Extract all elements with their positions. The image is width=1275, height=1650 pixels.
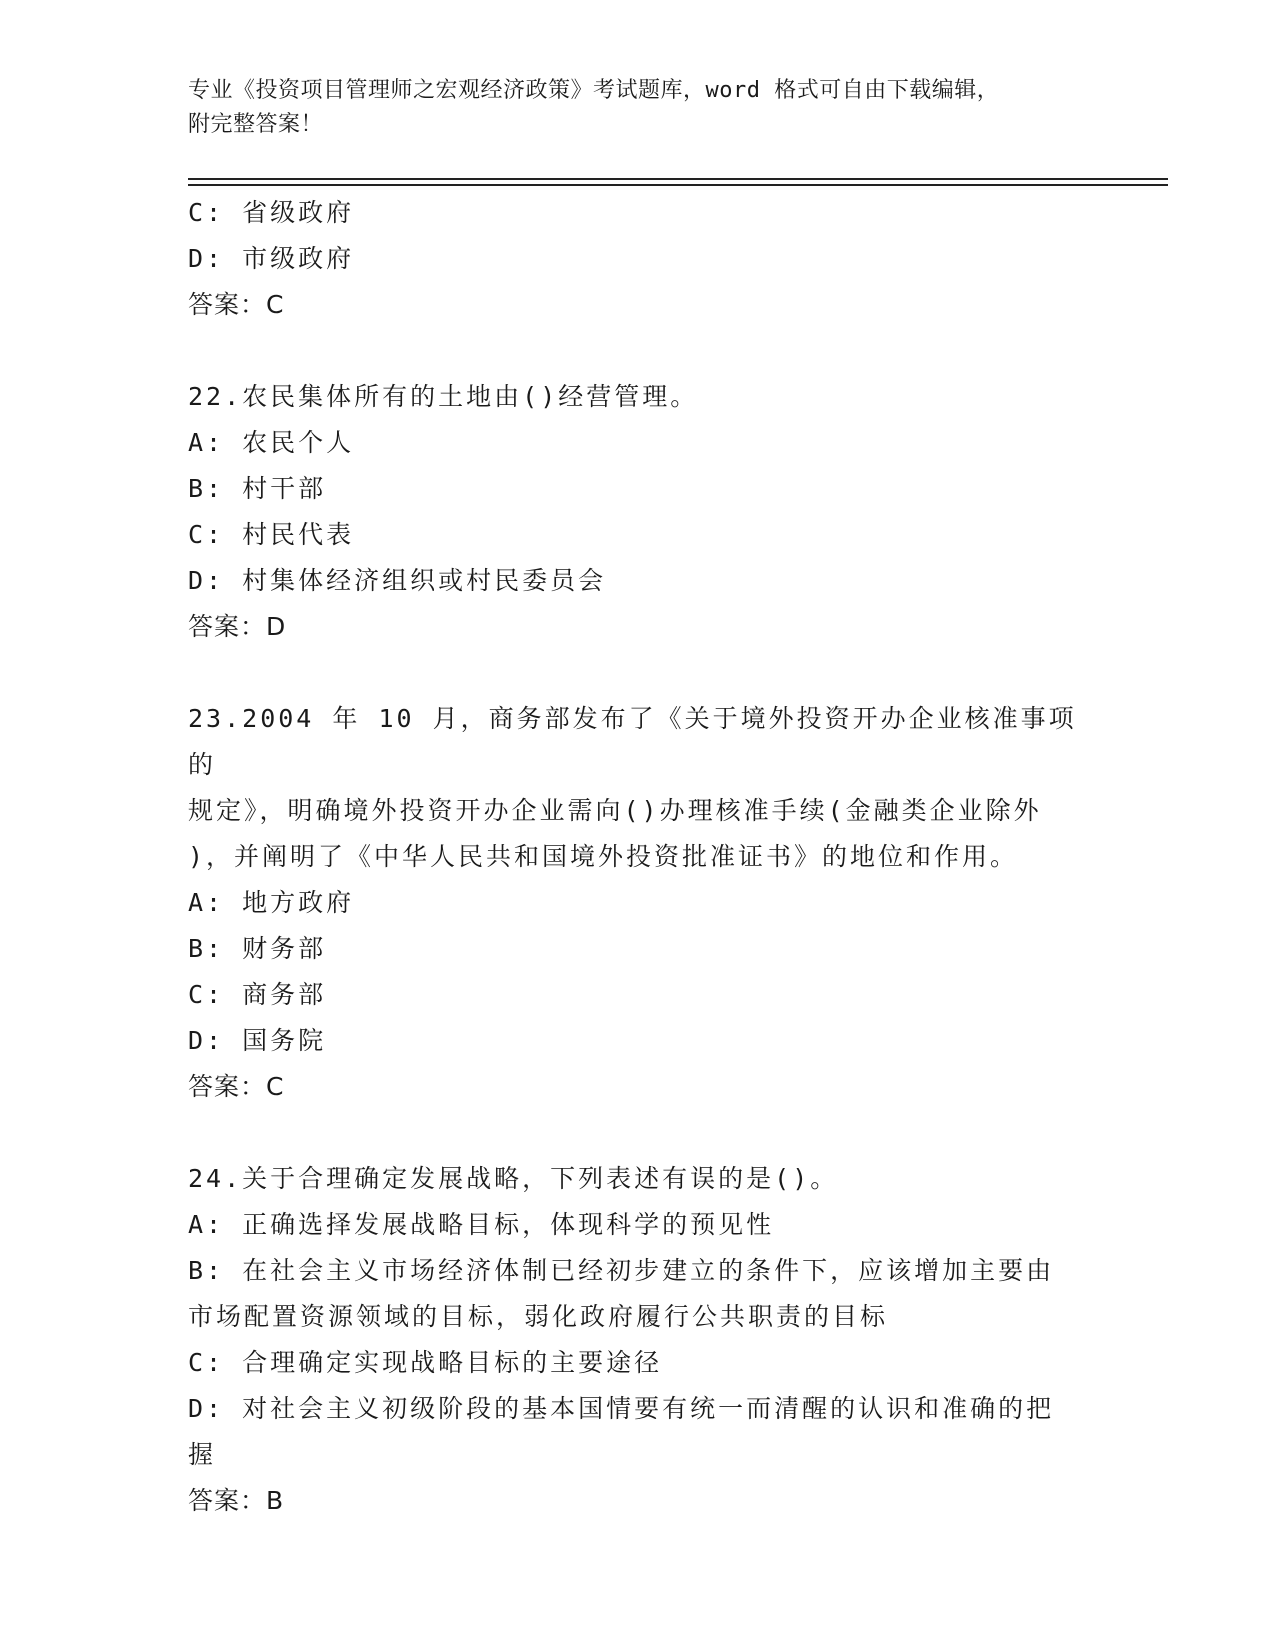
answer: 答案：C [188, 1072, 285, 1101]
option-c: C: 商务部 [188, 980, 327, 1009]
option-d: D: 对社会主义初级阶段的基本国情要有统一而清醒的认识和准确的把 [188, 1394, 1055, 1423]
answer: 答案：B [188, 1486, 285, 1515]
carryover-question [188, 190, 1088, 328]
question-stem: 22.农民集体所有的土地由()经营管理。 [188, 382, 699, 411]
question-23 [188, 696, 1088, 1110]
question-stem: 24.关于合理确定发展战略，下列表述有误的是()。 [188, 1164, 839, 1193]
question-22 [188, 374, 1088, 650]
document-body [188, 190, 1088, 1524]
option-b-continued: 市场配置资源领域的目标，弱化政府履行公共职责的目标 [188, 1302, 889, 1331]
document-header [188, 74, 1088, 142]
question-stem: 23.2004 年 10 月，商务部发布了《关于境外投资开办企业核准事项的 [188, 704, 1077, 779]
option-b: B: 村干部 [188, 474, 327, 503]
option-d: D: 市级政府 [188, 244, 355, 273]
question-24 [188, 1156, 1088, 1524]
option-c: C: 省级政府 [188, 198, 355, 227]
header-line-1: 专业《投资项目管理师之宏观经济政策》考试题库，word 格式可自由下载编辑， [188, 78, 1000, 103]
option-a: A: 正确选择发展战略目标，体现科学的预见性 [188, 1210, 775, 1239]
header-line-2: 附完整答案！ [188, 112, 324, 137]
question-stem: 规定》，明确境外投资开办企业需向()办理核准手续(金融类企业除外 [188, 796, 1042, 825]
option-b: B: 在社会主义市场经济体制已经初步建立的条件下，应该增加主要由 [188, 1256, 1055, 1285]
answer: 答案：D [188, 612, 287, 641]
option-c: C: 合理确定实现战略目标的主要途径 [188, 1348, 663, 1377]
option-d-continued: 握 [188, 1440, 217, 1469]
answer: 答案：C [188, 290, 285, 319]
header-rule-top [188, 178, 1168, 180]
option-a: A: 地方政府 [188, 888, 355, 917]
option-d: D: 国务院 [188, 1026, 327, 1055]
option-a: A: 农民个人 [188, 428, 355, 457]
option-d: D: 村集体经济组织或村民委员会 [188, 566, 607, 595]
header-rule-bottom [188, 184, 1168, 186]
option-b: B: 财务部 [188, 934, 327, 963]
option-c: C: 村民代表 [188, 520, 355, 549]
question-stem: )，并阐明了《中华人民共和国境外投资批准证书》的地位和作用。 [188, 842, 1019, 871]
